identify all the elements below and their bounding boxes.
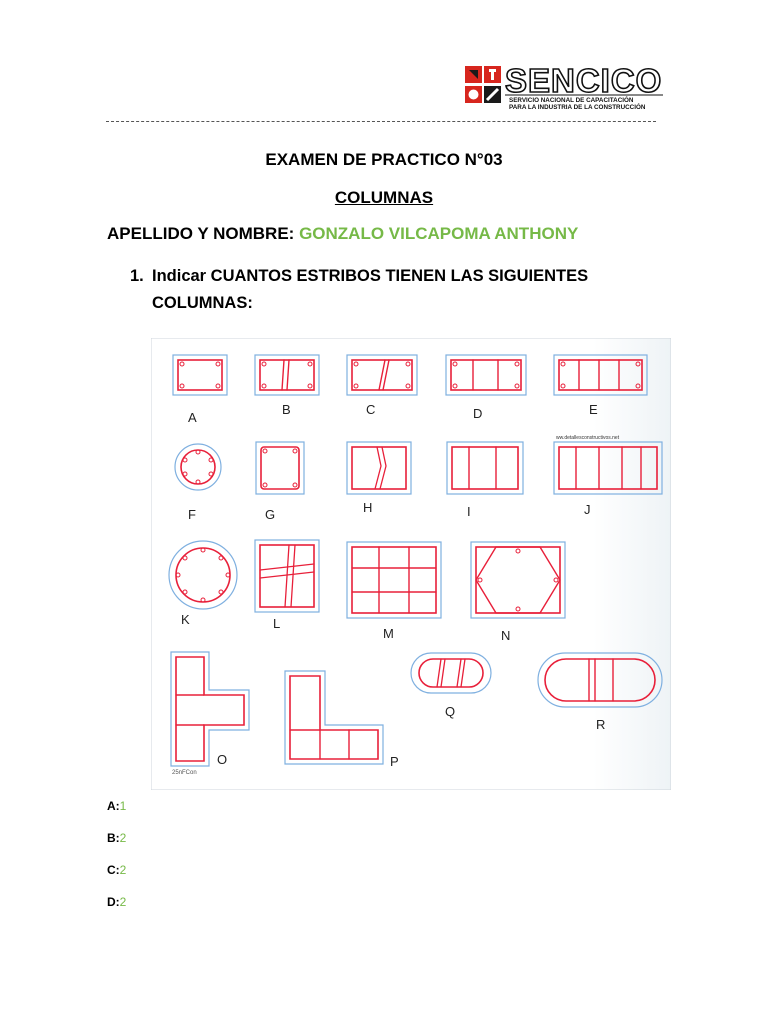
logo-text: SENCICO [505,62,663,99]
answer-value: 2 [119,895,127,909]
answer-B [107,830,126,862]
columns-figure [151,338,671,790]
answer-value: 2 [119,831,127,845]
name-value: GONZALO VILCAPOMA ANTHONY [299,224,579,243]
label-L: L [273,616,281,631]
question-1 [130,263,610,317]
label-E: E [589,402,598,417]
label-C: C [366,402,376,417]
student-name-line [107,224,578,244]
question-text: Indicar CUANTOS ESTRIBOS TIENEN LAS SIGUIENTES COLUMNAS: [152,267,589,312]
label-O: O [217,752,228,767]
label-G: G [265,507,276,522]
label-J: J [584,502,591,517]
answer-label: D: [107,895,120,909]
label-R: R [596,717,606,732]
question-number: 1. [130,267,144,285]
answer-D [107,894,126,926]
label-M: M [383,626,394,641]
exam-title: EXAMEN DE PRACTICO N°03 [265,150,503,169]
answer-label: A: [107,799,120,813]
label-B: B [282,402,291,417]
label-Q: Q [445,704,456,719]
header-divider [106,121,656,122]
label-F: F [188,507,196,522]
answer-label: B: [107,831,120,845]
answer-A [107,798,126,830]
figure-corner-text: 25nFCon [172,770,197,776]
label-A: A [188,410,197,425]
answer-value: 1 [119,799,127,813]
logo-subtitle-2: PARA LA INDUSTRIA DE LA CONSTRUCCIÓN [509,104,646,111]
label-D: D [473,406,483,421]
label-P: P [390,754,399,769]
label-N: N [501,628,511,643]
label-I: I [467,504,471,519]
label-K: K [181,612,190,627]
logo-subtitle-1: SERVICIO NACIONAL DE CAPACITACIÓN [509,97,634,104]
name-label: APELLIDO Y NOMBRE: [107,224,295,243]
answers-list [107,798,126,926]
figure-watermark: ww.detallesconstructivos.net [556,435,620,441]
answer-C [107,862,126,894]
exam-subtitle: COLUMNAS [334,188,434,207]
sencico-logo [465,62,663,114]
label-H: H [363,500,373,515]
answer-label: C: [107,863,120,877]
answer-value: 2 [119,863,127,877]
